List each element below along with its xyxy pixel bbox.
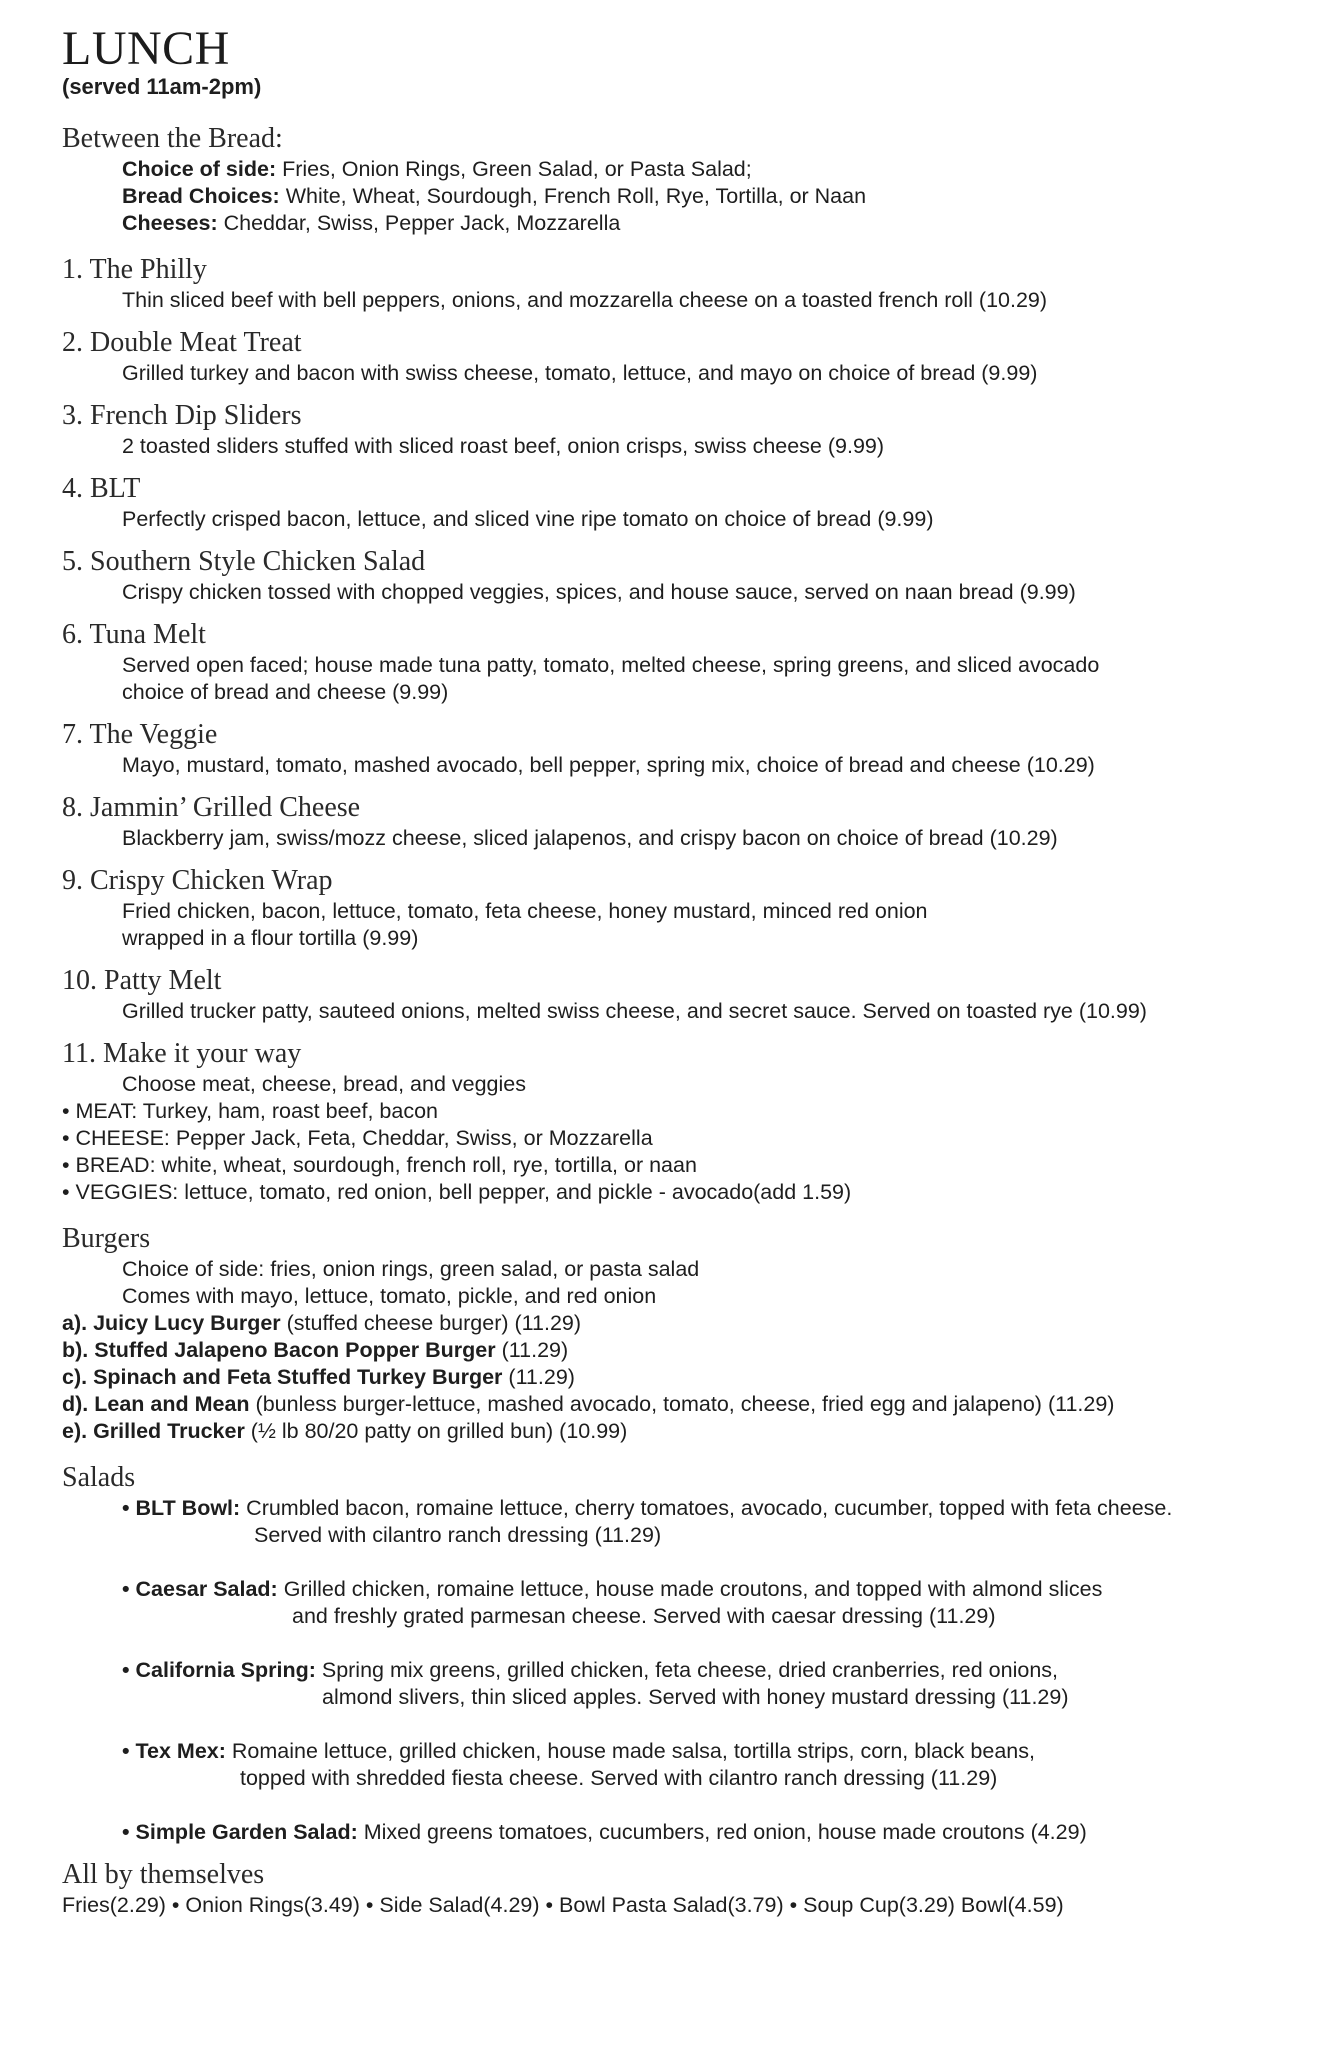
salad-name: • Tex Mex: <box>122 1739 226 1763</box>
menu-item-name: 10. Patty Melt <box>62 965 222 996</box>
between-bread-line: Bread Choices: White, Wheat, Sourdough, French Roll, Rye, Tortilla, or Naan <box>122 184 867 208</box>
menu-item-desc: Perfectly crisped bacon, lettuce, and sliced vine ripe tomato on choice of bread (9.99) <box>122 507 934 531</box>
salad-item: • Simple Garden Salad: Mixed greens tomatoes, cucumbers, red onion, house made croutons (4.29) <box>122 1820 1087 1844</box>
section-heading-between-bread: Between the Bread: <box>62 123 283 154</box>
salad-item: • Tex Mex: Romaine lettuce, grilled chicken, house made salsa, tortilla strips, corn, black beans, topped with shredded fiesta cheese. Served with cilantro ranch dressing (11.29) <box>122 1739 1035 1790</box>
menu-item-desc: choice of bread and cheese (9.99) <box>122 680 449 704</box>
salad-item: • BLT Bowl: Crumbled bacon, romaine lettuce, cherry tomatoes, avocado, cucumber, topped with feta cheese. Served with cilantro ranch dressing (11.29) <box>122 1496 1173 1547</box>
page-title: LUNCH <box>62 22 230 75</box>
menu-item-name: 5. Southern Style Chicken Salad <box>62 546 426 577</box>
menu-item <box>62 253 1265 314</box>
salad-name: • Caesar Salad: <box>122 1577 278 1601</box>
between-bread-line: Cheeses: Cheddar, Swiss, Pepper Jack, Mozzarella <box>122 211 621 235</box>
menu-item-name: 3. French Dip Sliders <box>62 400 302 431</box>
burger-item: b). Stuffed Jalapeno Bacon Popper Burger (11.29) <box>62 1338 569 1362</box>
menu-item <box>62 399 1265 460</box>
menu-item-desc: wrapped in a flour tortilla (9.99) <box>122 926 419 950</box>
burgers-intro: Choice of side: fries, onion rings, green salad, or pasta salad <box>122 1257 700 1281</box>
serving-hours: (served 11am-2pm) <box>62 74 262 99</box>
menu-item-desc: Crispy chicken tossed with chopped veggies, spices, and house sauce, served on naan bread (9.99) <box>122 580 1076 604</box>
menu-item-make-your-way <box>62 1037 1265 1206</box>
menu-item-name: 8. Jammin’ Grilled Cheese <box>62 792 361 823</box>
make-your-way-bullet: • BREAD: white, wheat, sourdough, french roll, rye, tortilla, or naan <box>62 1153 697 1177</box>
section-heading-salads: Salads <box>62 1462 136 1493</box>
menu-item <box>62 472 1265 533</box>
menu-item-name: 11. Make it your way <box>62 1038 302 1069</box>
menu-item <box>62 791 1265 852</box>
sides-section <box>62 1858 1265 1919</box>
menu-item-name: 9. Crispy Chicken Wrap <box>62 865 333 896</box>
menu-item <box>62 618 1265 706</box>
menu-item-name: 2. Double Meat Treat <box>62 327 302 358</box>
make-your-way-bullet: • CHEESE: Pepper Jack, Feta, Cheddar, Swiss, or Mozzarella <box>62 1126 653 1150</box>
burger-item: a). Juicy Lucy Burger (stuffed cheese burger) (11.29) <box>62 1311 582 1335</box>
menu-item-desc: Thin sliced beef with bell peppers, onions, and mozzarella cheese on a toasted french roll (10.29) <box>122 288 1048 312</box>
menu-item-name: 4. BLT <box>62 473 141 504</box>
burgers-intro: Comes with mayo, lettuce, tomato, pickle, and red onion <box>122 1284 657 1308</box>
burgers-section <box>62 1222 1265 1445</box>
burger-item: d). Lean and Mean (bunless burger-lettuce, mashed avocado, tomato, cheese, fried egg and jalapeno) (11.29) <box>62 1392 1115 1416</box>
burger-item: e). Grilled Trucker (½ lb 80/20 patty on grilled bun) (10.99) <box>62 1419 628 1443</box>
menu-item-name: 7. The Veggie <box>62 719 218 750</box>
make-your-way-bullet: • MEAT: Turkey, ham, roast beef, bacon <box>62 1099 438 1123</box>
menu-item-name: 1. The Philly <box>62 254 207 285</box>
salad-item: • California Spring: Spring mix greens, grilled chicken, feta cheese, dried cranberries, red onions, almond slivers, thin sliced apples. Served with honey mustard dressing (11.29) <box>122 1658 1069 1709</box>
section-heading-sides: All by themselves <box>62 1859 265 1890</box>
menu-item-desc: Mayo, mustard, tomato, mashed avocado, bell pepper, spring mix, choice of bread and cheese (10.29) <box>122 753 1095 777</box>
menu-item-desc: Grilled turkey and bacon with swiss cheese, tomato, lettuce, and mayo on choice of bread (9.99) <box>122 361 1038 385</box>
menu-item-desc: Blackberry jam, swiss/mozz cheese, sliced jalapenos, and crispy bacon on choice of bread (10.29) <box>122 826 1058 850</box>
menu-item-desc: 2 toasted sliders stuffed with sliced roast beef, onion crisps, swiss cheese (9.99) <box>122 434 885 458</box>
menu-item-desc: Served open faced; house made tuna patty, tomato, melted cheese, spring greens, and sliced avocado <box>122 653 1100 677</box>
menu-item-desc: Fried chicken, bacon, lettuce, tomato, feta cheese, honey mustard, minced red onion <box>122 899 928 923</box>
between-bread-line: Choice of side: Fries, Onion Rings, Green Salad, or Pasta Salad; <box>122 157 752 181</box>
salads-section <box>62 1461 1265 1846</box>
make-your-way-bullet: • VEGGIES: lettuce, tomato, red onion, bell pepper, and pickle - avocado(add 1.59) <box>62 1180 852 1204</box>
menu-item <box>62 864 1265 952</box>
sides-list: Fries(2.29) • Onion Rings(3.49) • Side Salad(4.29) • Bowl Pasta Salad(3.79) • Soup Cup(3.29) Bowl(4.59) <box>62 1893 1064 1917</box>
menu-item <box>62 718 1265 779</box>
salad-name: • BLT Bowl: <box>122 1496 241 1520</box>
make-your-way-intro: Choose meat, cheese, bread, and veggies <box>122 1072 526 1096</box>
menu-item <box>62 326 1265 387</box>
menu-item <box>62 545 1265 606</box>
menu-item-name: 6. Tuna Melt <box>62 619 206 650</box>
salad-item: • Caesar Salad: Grilled chicken, romaine lettuce, house made croutons, and topped with almond slices and freshly grated parmesan cheese. Served with caesar dressing (11.29) <box>122 1577 1103 1628</box>
salad-name: • California Spring: <box>122 1658 316 1682</box>
menu-item-desc: Grilled trucker patty, sauteed onions, melted swiss cheese, and secret sauce. Served on toasted rye (10.99) <box>122 999 1147 1023</box>
menu-item <box>62 964 1265 1025</box>
burger-item: c). Spinach and Feta Stuffed Turkey Burger (11.29) <box>62 1365 575 1389</box>
salad-name: • Simple Garden Salad: <box>122 1820 358 1844</box>
section-heading-burgers: Burgers <box>62 1223 151 1254</box>
